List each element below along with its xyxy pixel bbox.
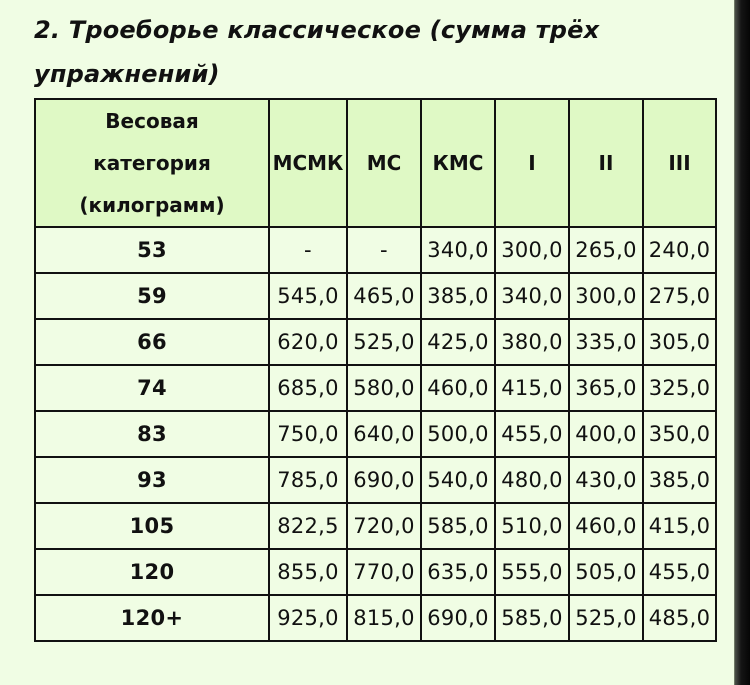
weight-cell: 83 xyxy=(35,411,269,457)
table-row xyxy=(35,411,716,457)
table-header-row xyxy=(35,99,716,227)
value-cell: 335,0 xyxy=(569,319,643,365)
value-cell: 822,5 xyxy=(269,503,347,549)
header-rank-2: II xyxy=(569,99,643,227)
weight-cell: 59 xyxy=(35,273,269,319)
value-cell: 425,0 xyxy=(421,319,495,365)
value-cell: 240,0 xyxy=(643,227,716,273)
value-cell: 485,0 xyxy=(643,595,716,641)
value-cell: 635,0 xyxy=(421,549,495,595)
value-cell: - xyxy=(347,227,421,273)
value-cell: 365,0 xyxy=(569,365,643,411)
value-cell: 305,0 xyxy=(643,319,716,365)
value-cell: 385,0 xyxy=(421,273,495,319)
window-edge-shadow xyxy=(735,0,750,685)
weight-cell: 120+ xyxy=(35,595,269,641)
value-cell: 275,0 xyxy=(643,273,716,319)
table-row xyxy=(35,549,716,595)
value-cell: 750,0 xyxy=(269,411,347,457)
value-cell: 380,0 xyxy=(495,319,569,365)
value-cell: 855,0 xyxy=(269,549,347,595)
value-cell: 350,0 xyxy=(643,411,716,457)
value-cell: 460,0 xyxy=(569,503,643,549)
table-row xyxy=(35,503,716,549)
header-category-line3: (килограмм) xyxy=(79,193,225,217)
header-rank-3: III xyxy=(643,99,716,227)
value-cell: 415,0 xyxy=(643,503,716,549)
weight-cell: 105 xyxy=(35,503,269,549)
value-cell: 455,0 xyxy=(495,411,569,457)
value-cell: 640,0 xyxy=(347,411,421,457)
value-cell: 500,0 xyxy=(421,411,495,457)
value-cell: 480,0 xyxy=(495,457,569,503)
value-cell: 545,0 xyxy=(269,273,347,319)
table-row xyxy=(35,457,716,503)
header-weight-category xyxy=(35,99,269,227)
value-cell: 620,0 xyxy=(269,319,347,365)
value-cell: 785,0 xyxy=(269,457,347,503)
value-cell: 460,0 xyxy=(421,365,495,411)
weight-cell: 66 xyxy=(35,319,269,365)
value-cell: 540,0 xyxy=(421,457,495,503)
weight-cell: 120 xyxy=(35,549,269,595)
header-category-line1: Весовая xyxy=(105,109,199,133)
value-cell: 720,0 xyxy=(347,503,421,549)
value-cell: 415,0 xyxy=(495,365,569,411)
table-row xyxy=(35,227,716,273)
rank-standards-table xyxy=(34,98,717,642)
header-rank-1: I xyxy=(495,99,569,227)
value-cell: 340,0 xyxy=(421,227,495,273)
value-cell: 465,0 xyxy=(347,273,421,319)
value-cell: 585,0 xyxy=(495,595,569,641)
value-cell: 525,0 xyxy=(347,319,421,365)
value-cell: 690,0 xyxy=(347,457,421,503)
value-cell: 555,0 xyxy=(495,549,569,595)
table-row xyxy=(35,595,716,641)
value-cell: 925,0 xyxy=(269,595,347,641)
value-cell: 455,0 xyxy=(643,549,716,595)
section-title: 2. Троеборье классическое (сумма трёх упражнений) xyxy=(34,16,600,88)
header-rank-msmk: МСМК xyxy=(269,99,347,227)
table-row xyxy=(35,365,716,411)
table-row xyxy=(35,273,716,319)
value-cell: 770,0 xyxy=(347,549,421,595)
value-cell: 325,0 xyxy=(643,365,716,411)
header-rank-kms: КМС xyxy=(421,99,495,227)
value-cell: 430,0 xyxy=(569,457,643,503)
value-cell: 525,0 xyxy=(569,595,643,641)
header-category-line2: категория xyxy=(93,151,211,175)
value-cell: 340,0 xyxy=(495,273,569,319)
value-cell: 400,0 xyxy=(569,411,643,457)
table-row xyxy=(35,319,716,365)
value-cell: 690,0 xyxy=(421,595,495,641)
value-cell: 505,0 xyxy=(569,549,643,595)
value-cell: 385,0 xyxy=(643,457,716,503)
value-cell: 685,0 xyxy=(269,365,347,411)
value-cell: 300,0 xyxy=(495,227,569,273)
value-cell: 300,0 xyxy=(569,273,643,319)
value-cell: 585,0 xyxy=(421,503,495,549)
weight-cell: 74 xyxy=(35,365,269,411)
header-rank-ms: МС xyxy=(347,99,421,227)
value-cell: 265,0 xyxy=(569,227,643,273)
weight-cell: 53 xyxy=(35,227,269,273)
value-cell: - xyxy=(269,227,347,273)
value-cell: 580,0 xyxy=(347,365,421,411)
value-cell: 510,0 xyxy=(495,503,569,549)
value-cell: 815,0 xyxy=(347,595,421,641)
weight-cell: 93 xyxy=(35,457,269,503)
